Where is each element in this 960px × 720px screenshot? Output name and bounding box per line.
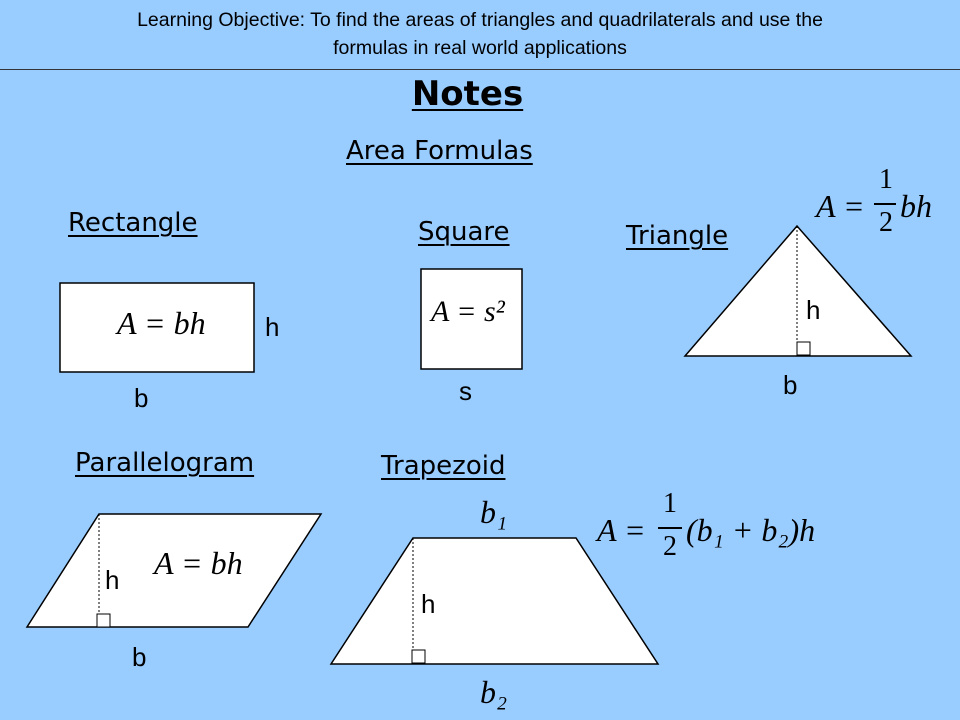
- triangle-right-angle-icon: [797, 342, 810, 355]
- notes-title: Notes: [411, 74, 524, 114]
- trapezoid-formula-tail: (b₁ + b₂)h: [686, 512, 816, 548]
- trapezoid-height-label: h: [421, 589, 436, 619]
- parallelogram-height-label: h: [105, 565, 120, 595]
- rectangle-base-label: b: [134, 383, 149, 413]
- trapezoid-fraction-bar: [658, 527, 682, 529]
- triangle-formula-tail: bh: [900, 188, 932, 224]
- triangle-shape: [685, 226, 911, 356]
- square-side-label: s: [459, 376, 472, 406]
- triangle-base-label: b: [783, 370, 798, 400]
- triangle-title: Triangle: [626, 221, 729, 251]
- parallelogram-formula: A = bh: [154, 545, 243, 581]
- objective-line-1: Learning Objective: To find the areas of triangles and quadrilaterals and use the: [137, 9, 823, 31]
- trapezoid-bottom-base-label: b₂: [480, 674, 508, 710]
- parallelogram-right-angle-icon: [97, 614, 110, 627]
- rectangle-formula: A = bh: [117, 305, 206, 341]
- trapezoid-shape: [331, 538, 658, 664]
- rectangle-title: Rectangle: [68, 208, 198, 238]
- area-formulas-heading: Area Formulas: [346, 136, 533, 166]
- parallelogram-title: Parallelogram: [75, 448, 255, 478]
- triangle-height-label: h: [806, 295, 821, 325]
- trapezoid-formula-lhs: A =: [597, 512, 646, 548]
- trapezoid-formula-denominator: 2: [663, 531, 677, 562]
- rectangle-height-label: h: [265, 312, 280, 342]
- triangle-formula-lhs: A =: [816, 188, 865, 224]
- trapezoid-title: Trapezoid: [381, 451, 506, 481]
- parallelogram-base-label: b: [132, 642, 147, 672]
- square-title: Square: [418, 217, 510, 247]
- triangle-formula-numerator: 1: [879, 164, 893, 195]
- trapezoid-right-angle-icon: [412, 650, 425, 663]
- objective-line-2: formulas in real world applications: [333, 37, 627, 59]
- triangle-formula-denominator: 2: [879, 207, 893, 238]
- square-formula: A = s²: [431, 295, 505, 328]
- triangle-fraction-bar: [874, 203, 896, 205]
- trapezoid-formula-numerator: 1: [663, 488, 677, 519]
- trapezoid-top-base-label: b₁: [480, 494, 508, 530]
